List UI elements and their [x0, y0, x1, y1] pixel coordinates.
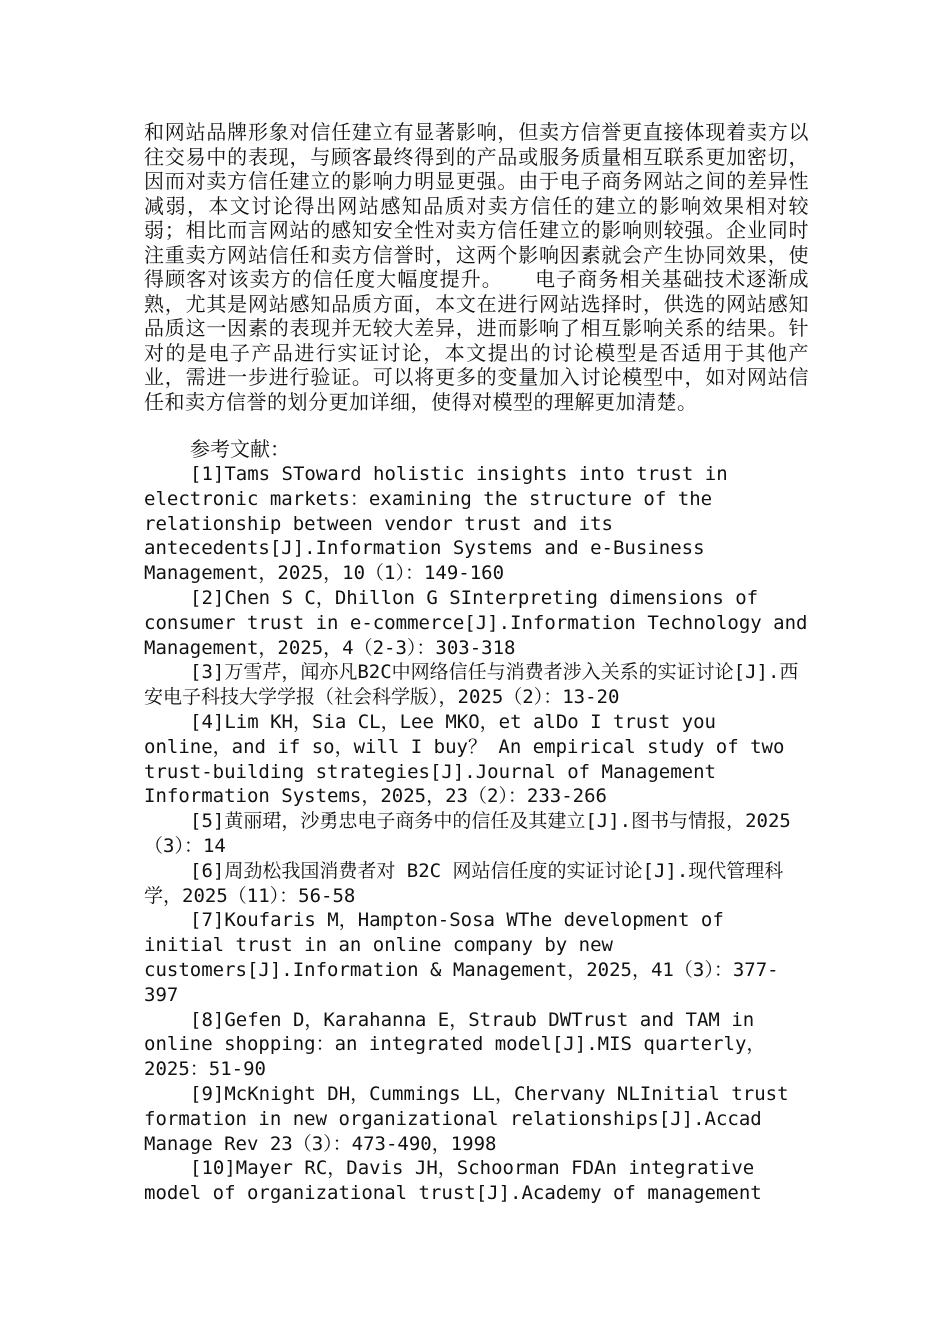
reference-item-9: [9]McKnight DH，Cummings LL，Chervany NLInitial trust formation in new organizational relationships[J].Accad Manage Rev 23（3）：473-490，1998: [144, 1082, 789, 1155]
reference-item-7: [7]Koufaris M，Hampton-Sosa WThe development of initial trust in an online company by new customers[J].Information & Management，2025，41（3）：377-397: [144, 909, 779, 1006]
reference-item-8: [8]Gefen D，Karahanna E，Straub DWTrust and TAM in online shopping：an integrated model[J].MIS quarterly，2025：51-90: [144, 1008, 766, 1081]
reference-item-1: [1]Tams SToward holistic insights into trust in electronic markets：examining the structure of the relationship between vendor trust and its antecedents[J].Information Systems and e-Business Management，2025，10（1）：149-160: [144, 463, 728, 585]
reference-item-2: [2]Chen S C，Dhillon G SInterpreting dimensions of consumer trust in e-commerce[J].Information Technology and Management，2025，4（2-3）：303-318: [144, 586, 808, 659]
reference-item-5: [5]黄丽珺，沙勇忠电子商务中的信任及其建立[J].图书与情报，2025（3）：14: [144, 810, 791, 857]
body-paragraph: 和网站品牌形象对信任建立有显著影响，但卖方信誉更直接体现着卖方以往交易中的表现，与顾客最终得到的产品或服务质量相互联系更加密切，因而对卖方信任建立的影响力明显更强。由于电子商务网站之间的差异性减弱，本文讨论得出网站感知品质对卖方信任的建立的影响效果相对较弱；相比而言网站的感知安全性对卖方信任建立的影响则较强。企业同时注重卖方网站信任和卖方信誉时，这两个影响因素就会产生协同效果，使得顾客对该卖方的信任度大幅度提升。 电子商务相关基础技术逐渐成熟，尤其是网站感知品质方面，本文在进行网站选择时，供选的网站感知品质这一因素的表现并无较大差异，进而影响了相互影响关系的结果。针对的是电子产品进行实证讨论，本文提出的讨论模型是否适用于其他产业，需进一步进行验证。可以将更多的变量加入讨论模型中，如对网站信任和卖方信誉的划分更加详细，使得对模型的理解更加清楚。: [144, 120, 809, 414]
document-page: [144, 120, 809, 1206]
references-list: [144, 462, 809, 1206]
reference-item-3: [3]万雪芹，闻亦凡B2C中网络信任与消费者涉入关系的实证讨论[J].西安电子科技大学学报（社会科学版），2025（2）：13-20: [144, 661, 799, 709]
reference-item-6: [6]周劲松我国消费者对 B2C 网站信任度的实证讨论[J].现代管理科学，2025（11）：56-58: [144, 859, 784, 907]
reference-item-4: [4]Lim KH，Sia CL，Lee MKO，et alDo I trust you online，and if so，will I buy？ An empirical study of two trust-building strategies[J].Journal of Management Information Systems，2025，23（2）：233-266: [144, 710, 785, 808]
reference-item-10: [10]Mayer RC，Davis JH，Schoorman FDAn integrative model of organizational trust[J].Academy of management: [144, 1157, 762, 1205]
references-heading: 参考文献：: [190, 437, 290, 461]
